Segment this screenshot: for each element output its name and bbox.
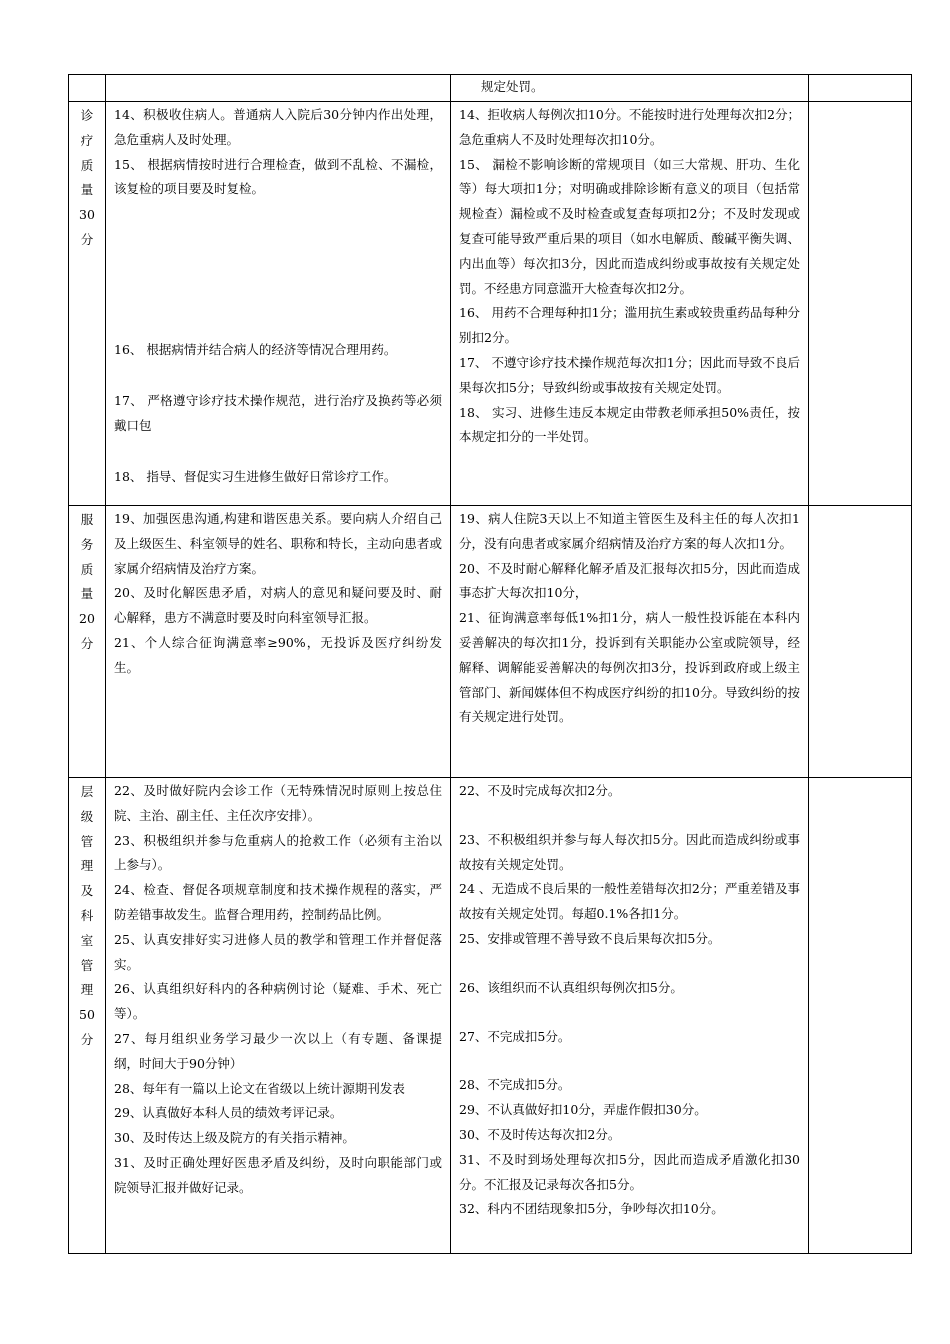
penalty-cell — [451, 75, 809, 102]
penalty-item: 19、病人住院3天以上不知道主管医生及科主任的每人次扣1分，没有向患者或家属介绍病情及治疗方案的每人次扣1分。 — [459, 511, 800, 551]
section-row — [69, 506, 912, 778]
category-char: 服 — [80, 512, 94, 527]
category-char: 分 — [80, 231, 94, 247]
requirement-cell — [106, 506, 451, 778]
category-char: 理 — [80, 982, 94, 998]
requirement-item: 27、每月组织业务学习最少一次以上（有专题、备课提纲，时间大于90分钟） — [114, 1030, 442, 1071]
category-char: 室 — [80, 932, 94, 948]
category-cell — [69, 778, 106, 1254]
score-cell — [809, 102, 912, 506]
requirement-cell — [106, 102, 451, 506]
requirement-item: 22、及时做好院内会诊工作（无特殊情况时原则上按总住院、主治、副主任、主任次序安排）。 — [114, 783, 442, 823]
section-row — [69, 778, 912, 1254]
score-cell — [809, 75, 912, 102]
penalty-item: 31、不及时到场处理每次扣5分，因此而造成矛盾激化扣30分。不汇报及记录每次各扣5分。 — [459, 1151, 800, 1192]
category-char: 疗 — [80, 132, 94, 148]
category-char: 分 — [80, 635, 94, 651]
category-char: 管 — [80, 833, 94, 849]
penalty-item: 25、安排或管理不善导致不良后果每次扣5分。 — [459, 930, 721, 946]
section-row — [69, 102, 912, 506]
category-cell — [69, 75, 106, 102]
requirement-item: 14、积极收住病人。普通病人入院后30分钟内作出处理，急危重病人及时处理。 — [114, 107, 442, 147]
category-char: 量 — [80, 182, 94, 198]
penalty-text: 规定处罚。 — [481, 79, 544, 94]
requirement-item: 21、个人综合征询满意率≥90%，无投诉及医疗纠纷发生。 — [114, 634, 442, 675]
category-char: 量 — [80, 586, 94, 602]
penalty-item: 29、不认真做好扣10分，弄虚作假扣30分。 — [459, 1102, 707, 1118]
penalty-item: 21、征询满意率每低1%扣1分，病人一般性投诉能在本科内妥善解决的每次扣1分，投诉到有关职能办公室或院领导，经解释、调解能妥善解决的每例次扣3分，投诉到政府或上级主管部门、新闻媒体但不构成医疗纠纷的扣10分。导致纠纷的按有关规定进行处罚。 — [459, 610, 800, 725]
category-char: 20 — [79, 611, 95, 627]
evaluation-table — [68, 74, 912, 1254]
category-char: 诊 — [80, 108, 94, 123]
penalty-item: 28、不完成扣5分。 — [459, 1077, 571, 1093]
requirement-item: 26、认真组织好科内的各种病例讨论（疑难、手术、死亡等）。 — [114, 981, 442, 1022]
penalty-item: 14、拒收病人每例次扣10分。不能按时进行处理每次扣2分；急危重病人不及时处理每次扣10分。 — [459, 107, 800, 147]
penalty-item: 27、不完成扣5分。 — [459, 1028, 571, 1044]
requirement-item: 17、 严格遵守诊疗技术操作规范，进行治疗及换药等必须戴口包 — [114, 392, 442, 433]
penalty-item: 15、 漏检不影响诊断的常规项目（如三大常规、肝功、生化等）每大项扣1分；对明确或排除诊断有意义的项目（包括常规检查）漏检或不及时检查或复查每项扣2分；不及时发现或复查可能导致严重后果的项目（如水电解质、酸碱平衡失调、内出血等）每次扣3分，因此而造成纠纷或事故按有关规定处罚。不经患方同意滥开大检查每次扣2分。 — [459, 156, 800, 296]
penalty-item: 17、 不遵守诊疗技术操作规范每次扣1分；因此而导致不良后果每次扣5分；导致纠纷或事故按有关规定处罚。 — [459, 354, 800, 395]
category-char: 管 — [80, 957, 94, 973]
category-char: 科 — [80, 907, 94, 923]
penalty-cell — [451, 506, 809, 778]
requirement-item: 29、认真做好本科人员的绩效考评记录。 — [114, 1105, 343, 1121]
requirement-item: 20、及时化解医患矛盾，对病人的意见和疑问要及时、耐心解释，患方不满意时要及时向科室领导汇报。 — [114, 585, 442, 626]
requirement-item: 18、 指导、督促实习生进修生做好日常诊疗工作。 — [114, 468, 397, 484]
penalty-item: 26、该组织而不认真组织每例次扣5分。 — [459, 979, 683, 995]
score-cell — [809, 506, 912, 778]
evaluation-table-body — [69, 75, 912, 1254]
penalty-cell — [451, 102, 809, 506]
penalty-item: 24 、无造成不良后果的一般性差错每次扣2分；严重差错及事故按有关规定处罚。每超0.1%各扣1分。 — [459, 881, 800, 922]
category-char: 分 — [80, 1031, 94, 1047]
category-cell — [69, 506, 106, 778]
requirement-item: 31、及时正确处理好医患矛盾及纠纷，及时向职能部门或院领导汇报并做好记录。 — [114, 1154, 442, 1195]
requirement-item: 15、 根据病情按时进行合理检查，做到不乱检、不漏检，该复检的项目要及时复检。 — [114, 156, 442, 197]
penalty-cell — [451, 778, 809, 1254]
category-char: 理 — [80, 858, 94, 874]
category-char: 30 — [79, 207, 95, 223]
category-cell — [69, 102, 106, 506]
category-char: 50 — [79, 1007, 95, 1023]
requirement-item: 28、每年有一篇以上论文在省级以上统计源期刊发表 — [114, 1080, 405, 1096]
category-char: 级 — [80, 808, 94, 824]
penalty-item: 32、科内不团结现象扣5分，争吵每次扣10分。 — [459, 1201, 724, 1217]
requirement-item: 16、 根据病情并结合病人的经济等情况合理用药。 — [114, 342, 397, 358]
category-char: 务 — [80, 536, 94, 552]
requirement-item: 24、检查、督促各项规章制度和技术操作规程的落实，严防差错事故发生。监督合理用药，控制药品比例。 — [114, 882, 442, 922]
requirement-cell — [106, 75, 451, 102]
requirement-item: 23、积极组织并参与危重病人的抢救工作（必须有主治以上参与）。 — [114, 832, 442, 873]
requirement-item: 30、及时传达上级及院方的有关指示精神。 — [114, 1130, 355, 1146]
requirement-cell — [106, 778, 451, 1254]
penalty-item: 18、 实习、进修生违反本规定由带教老师承担50%责任，按本规定扣分的一半处罚。 — [459, 404, 800, 445]
category-char: 质 — [80, 561, 94, 577]
requirement-item: 19、加强医患沟通,构建和谐医患关系。要向病人介绍自己及上级医生、科室领导的姓名、职称和特长，主动向患者或家属介绍病情及治疗方案。 — [114, 511, 442, 576]
penalty-item: 22、不及时完成每次扣2分。 — [459, 783, 621, 798]
penalty-item: 23、不积极组织并参与每人每次扣5分。因此而造成纠纷或事故按有关规定处罚。 — [459, 831, 800, 872]
score-cell — [809, 778, 912, 1254]
category-char: 质 — [80, 157, 94, 173]
penalty-item: 20、不及时耐心解释化解矛盾及汇报每次扣5分，因此而造成事态扩大每次扣10分， — [459, 560, 800, 601]
requirement-item: 25、认真安排好实习进修人员的教学和管理工作并督促落实。 — [114, 931, 442, 972]
category-char: 及 — [80, 883, 94, 899]
penalty-item: 16、 用药不合理每种扣1分；滥用抗生素或较贵重药品每种分别扣2分。 — [459, 305, 800, 346]
penalty-item: 30、不及时传达每次扣2分。 — [459, 1126, 621, 1142]
category-char: 层 — [80, 784, 94, 799]
continued-row — [69, 75, 912, 102]
